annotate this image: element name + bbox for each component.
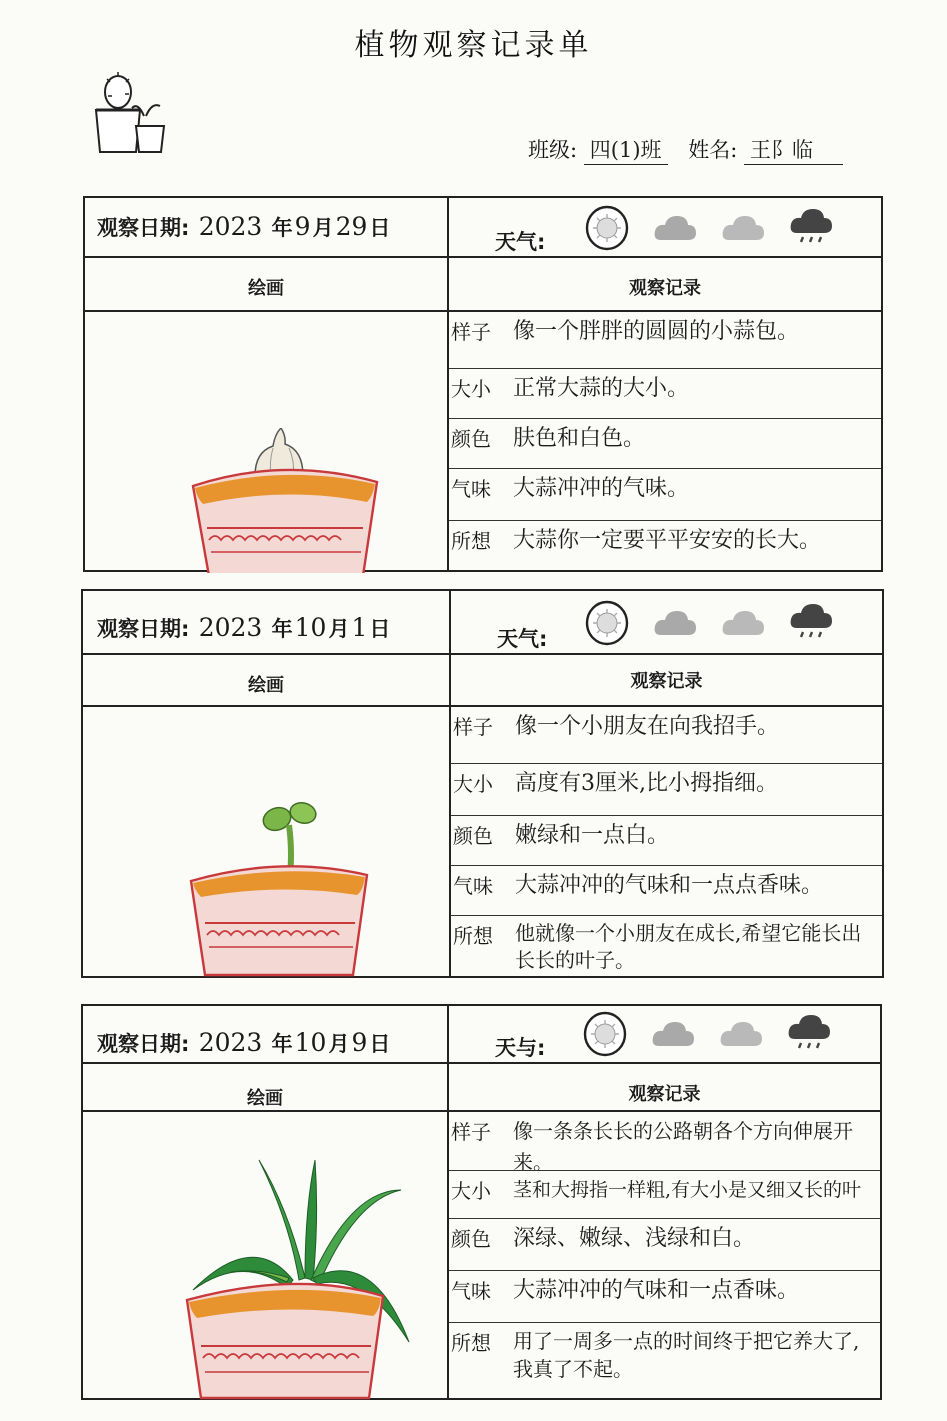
cloudy-icon [653, 605, 699, 641]
record-row-thoughts: 所想 大蒜你一定要平平安安的长大。 [449, 520, 881, 572]
record-row-color: 颜色 深绿、嫩绿、浅绿和白。 [449, 1218, 880, 1270]
record-row-thoughts: 所想 用了一周多一点的时间终于把它养大了,我真了不起。 [449, 1322, 880, 1398]
observation-card-2 [81, 589, 884, 978]
record-row-size: 大小 正常大蒜的大小。 [449, 368, 881, 418]
student-info [528, 134, 843, 165]
sunny-icon [583, 599, 631, 647]
record-row-shape: 样子 像一个小朋友在向我招手。 [453, 714, 780, 739]
sprouting-garlic-drawing [185, 795, 375, 980]
weather-label: 天气: [495, 230, 546, 254]
page-title: 植物观察记录单 [354, 28, 593, 63]
record-header: 观察记录 [628, 1084, 701, 1105]
record-row-smell: 气味 大蒜冲冲的气味。 [449, 468, 881, 520]
weather-label: 天气: [497, 627, 548, 651]
garlic-bulb-drawing [185, 428, 385, 573]
overcast-icon [719, 1016, 765, 1052]
observation-card-3 [81, 1004, 882, 1400]
record-row-smell: 气味 大蒜冲冲的气味和一点点香味。 [451, 865, 882, 915]
record-row-shape: 样子 像一个胖胖的圆圆的小蒜包。 [451, 319, 800, 344]
name-value: 王阝临 [744, 134, 843, 165]
record-row-size: 大小 高度有3厘米,比小拇指细。 [451, 763, 882, 815]
drawing-header: 绘画 [248, 278, 284, 299]
leafy-garlic-drawing [183, 1152, 433, 1400]
name-label: 姓名: [688, 138, 738, 162]
cactus-pot-icon [92, 68, 172, 158]
sunny-icon [581, 1010, 629, 1058]
overcast-icon [721, 605, 767, 641]
observation-date: 观察日期: 2023 年10月9日 [97, 1028, 391, 1057]
sunny-icon [583, 204, 631, 252]
observation-card-1 [83, 196, 883, 572]
weather-label: 天与: [495, 1036, 546, 1060]
weather-icons [583, 599, 835, 647]
cloudy-icon [653, 210, 699, 246]
record-row-size: 大小 茎和大拇指一样粗,有大小是又细又长的叶 [449, 1170, 880, 1218]
drawing-header: 绘画 [247, 1088, 283, 1109]
class-value: 四(1)班 [584, 134, 668, 165]
record-row-thoughts: 所想 他就像一个小朋友在成长,希望它能长出长长的叶子。 [451, 915, 882, 980]
drawing-header: 绘画 [248, 675, 284, 696]
weather-icons [583, 204, 835, 252]
record-row-smell: 气味 大蒜冲冲的气味和一点香味。 [449, 1270, 880, 1322]
record-row-color: 颜色 嫩绿和一点白。 [451, 815, 882, 865]
record-header: 观察记录 [630, 671, 703, 692]
record-row-shape: 样子 像一条条长长的公路朝各个方向伸展开来。 [451, 1119, 853, 1174]
weather-icons [581, 1010, 833, 1058]
cloudy-icon [651, 1016, 697, 1052]
rain-icon [789, 207, 835, 249]
record-row-color: 颜色 肤色和白色。 [449, 418, 881, 468]
record-header: 观察记录 [629, 278, 701, 299]
class-label: 班级: [528, 138, 578, 162]
rain-icon [787, 1013, 833, 1055]
observation-date: 观察日期: 2023 年9月29日 [97, 212, 391, 241]
observation-date: 观察日期: 2023 年10月1日 [97, 613, 391, 642]
rain-icon [789, 602, 835, 644]
overcast-icon [721, 210, 767, 246]
